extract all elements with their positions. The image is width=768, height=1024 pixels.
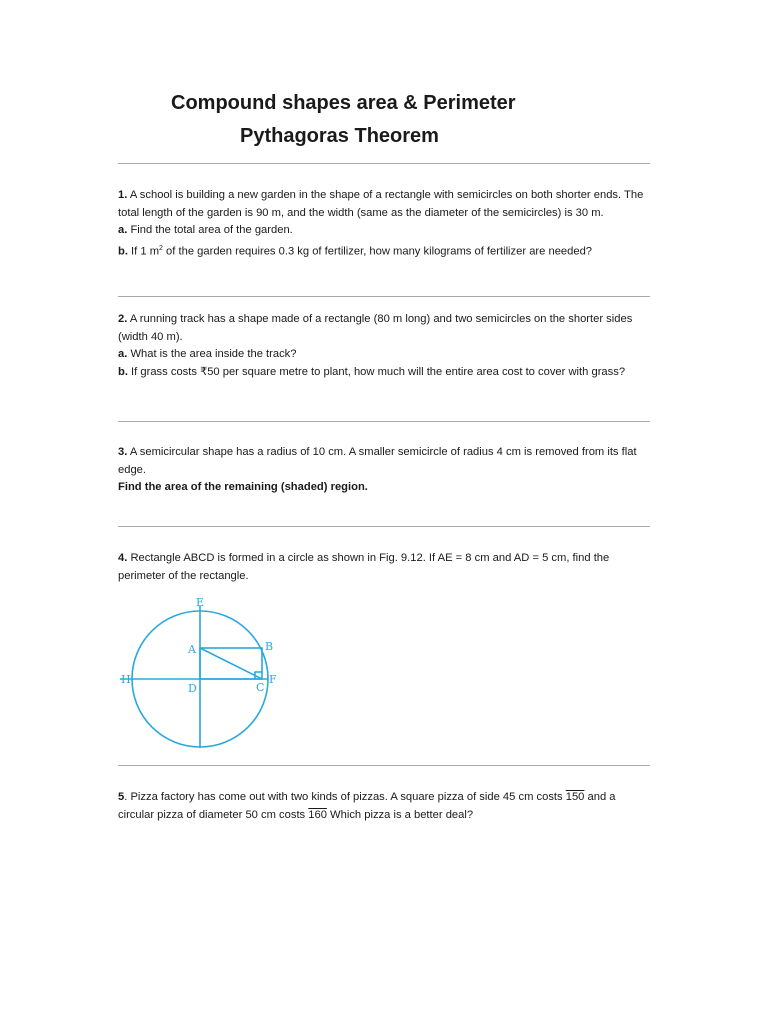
question-1-part-a bbox=[118, 222, 650, 240]
question-3-text bbox=[118, 444, 650, 479]
title-line-1: Compound shapes area & Perimeter bbox=[171, 92, 516, 114]
divider bbox=[118, 765, 650, 766]
question-body: A running track has a shape made of a rectangle (80 m long) and two semicircles on the shorter sides (width 40 m). bbox=[118, 313, 633, 343]
label-b: B bbox=[265, 640, 274, 653]
divider bbox=[118, 526, 650, 527]
question-3 bbox=[118, 444, 650, 497]
question-body: A school is building a new garden in the shape of a rectangle with semicircles on both shorter ends. The total length of the garden is 90 m, and the width (same as the diameter of the semicircles) is 30 m. bbox=[118, 189, 644, 219]
question-1 bbox=[118, 187, 650, 261]
part-label: a. bbox=[118, 224, 128, 236]
question-5 bbox=[118, 789, 650, 824]
price-circular-pizza: 160 bbox=[308, 808, 327, 821]
question-body: Which pizza is a better deal? bbox=[326, 808, 474, 821]
part-label: b. bbox=[118, 365, 128, 378]
part-label: a. bbox=[118, 348, 128, 360]
question-4-text bbox=[118, 550, 650, 585]
label-a: A bbox=[188, 643, 196, 656]
superscript: 2 bbox=[159, 244, 163, 252]
question-body: . Pizza factory has come out with two kinds of pizzas. A square pizza of side 45 cm costs bbox=[124, 791, 566, 803]
question-body: A semicircular shape has a radius of 10 cm. A smaller semicircle of radius 4 cm is removed from its flat edge. bbox=[118, 446, 637, 476]
title-line-2: Pythagoras Theorem bbox=[240, 125, 439, 147]
question-3-task: Find the area of the remaining (shaded) region. bbox=[118, 481, 368, 493]
part-text: What is the area inside the track? bbox=[127, 348, 297, 360]
question-2-part-a bbox=[118, 346, 650, 364]
question-1-text bbox=[118, 187, 650, 222]
question-number: 3. bbox=[118, 446, 128, 458]
diagonal-ac bbox=[200, 648, 262, 679]
question-2-part-b bbox=[118, 364, 650, 382]
part-text: Find the total area of the garden. bbox=[127, 224, 293, 236]
question-1-part-b bbox=[118, 240, 650, 261]
question-body: and a circular pizza of diameter 50 cm costs bbox=[118, 791, 616, 821]
question-number: 1. bbox=[118, 189, 128, 201]
question-number: 5 bbox=[118, 791, 125, 803]
label-e: E bbox=[196, 596, 205, 609]
question-number: 4. bbox=[118, 552, 128, 564]
label-d: D bbox=[188, 682, 197, 695]
part-text: of the garden requires 0.3 kg of fertilizer, how many kilograms of fertilizer are needed? bbox=[162, 245, 593, 258]
part-label: b. bbox=[118, 245, 128, 258]
question-number: 2. bbox=[118, 313, 128, 325]
divider bbox=[118, 163, 650, 164]
part-text: If grass costs ₹50 per square metre to plant, how much will the entire area cost to cover with grass? bbox=[127, 365, 626, 378]
label-c: C bbox=[256, 681, 265, 694]
question-4 bbox=[118, 550, 650, 585]
divider bbox=[118, 421, 650, 422]
question-5-text bbox=[118, 789, 650, 824]
question-2-text bbox=[118, 311, 650, 346]
divider bbox=[118, 296, 650, 297]
question-2 bbox=[118, 311, 650, 381]
circle-rectangle-figure bbox=[116, 594, 296, 754]
price-square-pizza: 150 bbox=[565, 791, 585, 803]
part-text: If 1 m bbox=[127, 245, 160, 258]
label-h: H bbox=[121, 673, 131, 686]
label-f: F bbox=[269, 673, 277, 686]
question-body: Rectangle ABCD is formed in a circle as shown in Fig. 9.12. If AE = 8 cm and AD = 5 cm, find the perimeter of the rectangle. bbox=[118, 552, 610, 582]
